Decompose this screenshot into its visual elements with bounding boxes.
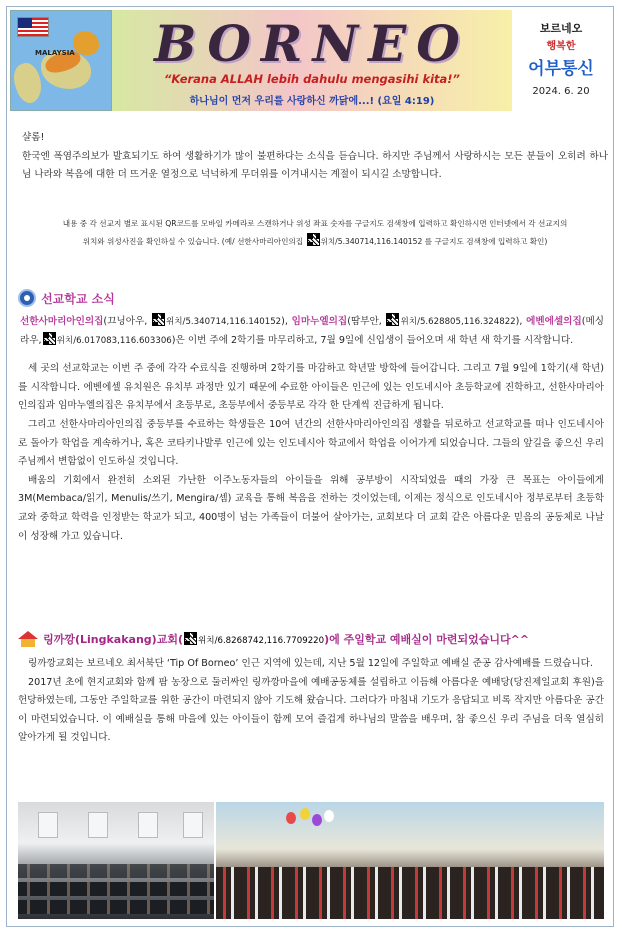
- masthead: [10, 10, 610, 113]
- qr-code-icon: [307, 233, 320, 246]
- newsletter-title: BORNEO: [154, 14, 470, 73]
- motto: “Kerana ALLAH lebih dahulu mengasihi kita!”: [164, 72, 460, 86]
- church-icon: [18, 629, 38, 647]
- church-para-1: 링까깡교회는 보르네오 최서북단 ‘Tip Of Borneo’ 인근 지역에 있는데, 지난 5월 12일에 주일학교 예배실 준공 감사예배를 드렸습니다.: [28, 658, 593, 669]
- section-title-school: 선교학교 소식: [41, 292, 115, 306]
- side-line-1: 보르네오: [539, 22, 583, 35]
- group-photo: [216, 802, 604, 919]
- qr-code-icon: [152, 313, 165, 326]
- malaysia-map-image: [10, 10, 112, 111]
- school-para-4: 배움의 기회에서 완전히 소외된 가난한 이주노동자들의 아이들을 위해 공부방이 시작되었을 때의 가장 큰 목표는 아이들에게 3M(Membaca/읽기, Menulis/쓰기, Mengira/셈) 교육을 통해 복음을 전하는 것이었는데, 이제는 정식으로 인도네시아 정부로부터 초등학교와 중학교 학력을 인정받는 학교가 되고, 400명이 넘는 가족들이 더불어 살아가는, 교회보다 더 교회 같은 아름다운 믿음의 공동체로 나날이 성장해 가고 있습니다.: [18, 474, 604, 542]
- title-banner: [112, 10, 512, 111]
- school-badge-icon: [18, 289, 36, 307]
- church-coord: 위치/6.8268742,116.7709220: [197, 636, 325, 646]
- bible-verse: 하나님이 먼저 우리를 사랑하신 까닭에...! (요일 4:19): [189, 96, 435, 107]
- church-para-2: 2017년 초에 현지교회와 함께 팜 농장으로 둘러싸인 링까깡마을에 예배공동체를 설립하고 이듬해 아름다운 예배당(당진제일교회 후원)을 헌당하였는데, 그동안 주일학교를 위한 공간이 마련되지 않아 기도해 왔습니다. 그러다가 마침내 기도가 응답되고 비록 작지만 아름다운 공간이 마련되었습니다. 이 예배실을 통해 마을에 있는 아이들이 함께 모여 즐겁게 하나님의 말씀을 배우며, 참 좋으신 우리 주님을 더욱 열심히 알아가게 될 것입니다.: [18, 676, 604, 744]
- note-line-1: 내용 중 각 선교지 별로 표시된 QR코드를 모바일 카메라로 스캔하거나 위성 좌표 숫자를 구글지도 검색창에 입력하고 확인하시면 인터넷에서 각 선교지의: [62, 219, 568, 228]
- site-coord-3: 위치/6.017083,116.603306: [56, 335, 172, 346]
- issue-date: 2024. 6. 20: [532, 86, 590, 97]
- site-name-3: 에벤에셀의집: [526, 316, 582, 327]
- greeting: 샬롬!: [22, 132, 45, 143]
- qr-code-icon: [184, 632, 197, 645]
- site-tail: 은 이번 주에 2학기를 마무리하고, 7월 9일에 신입생이 들어오며 새 학년 새 학기를 시작합니다.: [175, 334, 574, 346]
- newsletter-name: 어부통신: [528, 59, 594, 79]
- intro-body: 한국엔 폭염주의보가 발효되기도 하여 생활하기가 많이 불편하다는 소식을 듣습니다. 하지만 주님께서 사랑하시는 모든 분들이 오히려 하나님 나라와 복음에 대한 더 뜨거운 열정으로 넉넉하게 무더위를 이겨내시는 계절이 되시길 소망합니다.: [22, 150, 608, 181]
- section-title-church-a: 링까깡(Lingkakang)교회(: [43, 633, 183, 646]
- note-line-2b: 위치/5.340714,116.140152 를 구글지도 검색창에 입력하고 확인): [320, 237, 548, 246]
- section-lingkakang: [18, 628, 604, 748]
- photo-strip: [18, 802, 604, 919]
- site-name-1: 선한사마리아인의집: [20, 316, 104, 327]
- malaysia-flag-icon: [17, 17, 49, 37]
- site-name-2: 임마누엘의집: [291, 316, 348, 327]
- school-para-2: 세 곳의 선교학교는 이번 주 중에 각각 수료식을 진행하며 2학기를 마감하고 학년말 방학에 들어갑니다. 그리고 7월 9일에 1학기(새 학년)를 시작합니다. 에벤에셀 유치원은 유치부 과정만 있기 때문에 수료한 아이들은 인근에 있는 인도네시아 초등학교에 진학하고, 선한사마리아인의집과 임마누엘의집은 유치부에서 초등부로, 초등부에서 중등부로 각각 한 단계씩 진급하게 됩니다.: [18, 363, 604, 412]
- qr-code-icon: [43, 332, 56, 345]
- worship-photo: [18, 802, 214, 919]
- map-label: MALAYSIA: [35, 49, 75, 57]
- qr-note: [20, 215, 610, 251]
- intro: [22, 129, 608, 185]
- site-coord-1: 위치/5.340714,116.140152: [165, 317, 282, 327]
- side-line-2: 행복한: [546, 41, 576, 52]
- qr-code-icon: [386, 313, 399, 326]
- section-school-news: 선교학교 소식 선한사마리아인의집(끄닝아우, 위치/5.340714,116.140152), 임마누엘의집(땀부안, 위치/5.628805,116.324822), 에벤에셀의집(메싱라우, 위치/6.017083,116.603306)은 이번 주에 2학기를 마무리하고, 7월 9일에 신입생이 들어오며 새 학년 새 학기를 시작합니다. 세 곳의 선교학교는 이번 주 중에 각각 수료식을 진행하며 2학기를 마감하고 학년말 방학에 들어갑니다. 그리고 7월 9일에 1학기(새 학년)를 시작합니다. 에벤에셀 유치원은 유치부 과정만 있기 때문에 수료한 아이들은 인근에 있는 인도네시아 초등학교에 진학하고, 선한사마리아인의집과 임마누엘의집은 유치부에서 초등부로, 초등부에서 중등부로 각각 한 단계씩 진급하게 됩니다. 그리고 선한사마리아인의집 중등부를 수료하는 학생들은 10여 년간의 선한사마리아인의집 생활을 뒤로하고 선교학교를 떠나 인도네시아로 돌아가 학업을 계속하거나, 혹은 코타키나발루 인근에 있는 인도네시아 학교에서 학업을 이어가게 되었습니다. 그들의 앞길을 좋으신 우리 주님께서 변함없이 인도하실 것입니다. 배움의 기회에서 완전히 소외된 가난한 이주노동자들의 아이들을 위해 공부방이 시작되었을 때의 가장 큰 목표는 아이들에게 3M(Membaca/읽기, Menulis/쓰기, Mengira/셈) 교육을 통해 복음을 전하는 것이었는데, 이제는 정식으로 인도네시아 정부로부터 초등학교와 중학교 학력을 인정받는 학교가 되고, 400명이 넘는 가족들이 더불어 살아가는, 교회보다 더 교회 같은 아름다운 믿음의 공동체로 나날이 성장해 가고 있습니다.: [18, 288, 604, 546]
- issue-info: [512, 10, 610, 111]
- section-title-church-b: )에 주일학교 예배실이 마련되었습니다^^: [324, 633, 530, 646]
- school-para-3: 그리고 선한사마리아인의집 중등부를 수료하는 학생들은 10여 년간의 선한사마리아인의집 생활을 뒤로하고 선교학교를 떠나 인도네시아로 돌아가 학업을 계속하거나, 혹은 코타키나발루 인근에 있는 인도네시아 학교에서 학업을 이어가게 되었습니다. 그들의 앞길을 좋으신 우리 주님께서 변함없이 인도하실 것입니다.: [18, 418, 604, 468]
- note-line-2a: 위치와 위성사진을 확인하실 수 있습니다. (예/ 선한사마리아인의집: [82, 237, 306, 246]
- site-coord-2: 위치/5.628805,116.324822: [400, 317, 516, 327]
